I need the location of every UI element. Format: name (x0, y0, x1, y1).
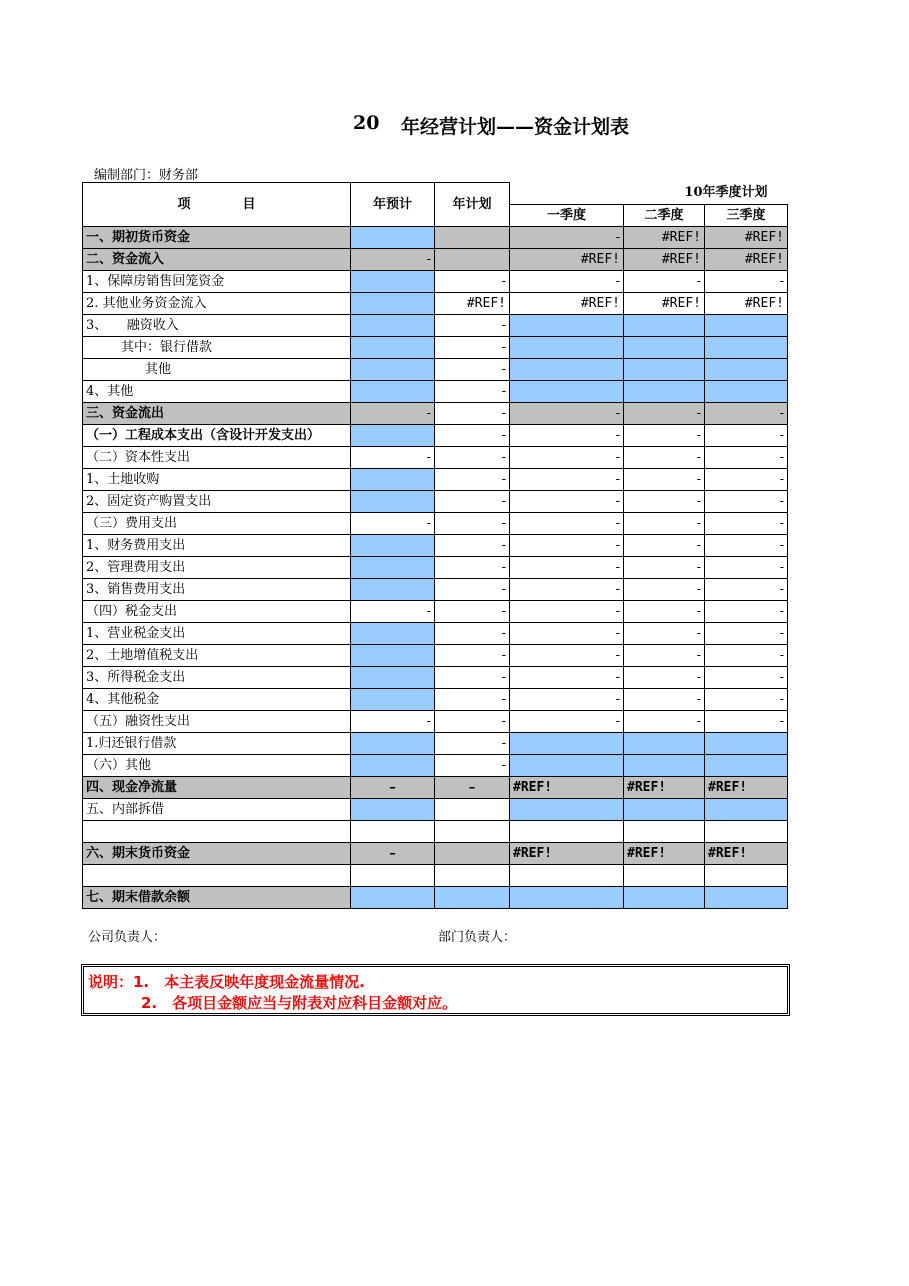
department-signature-label: 部门负责人： (438, 930, 517, 945)
row-cell-c1[interactable] (351, 799, 435, 821)
row-cell-c2[interactable]: - (435, 601, 510, 623)
row-cell-c5[interactable]: #REF! (705, 249, 788, 271)
row-cell-c1[interactable] (351, 755, 435, 777)
row-label: 1、财务费用支出 (83, 535, 351, 557)
row-cell-c3[interactable]: - (510, 579, 624, 601)
row-cell-c1[interactable] (351, 469, 435, 491)
table-row (83, 645, 788, 667)
row-cell-c4[interactable] (624, 865, 705, 887)
row-cell-c3[interactable] (510, 821, 624, 843)
row-cell-c2[interactable]: - (435, 513, 510, 535)
row-cell-c1[interactable] (351, 359, 435, 381)
table-row (83, 623, 788, 645)
department-label: 编制部门：财务部 (94, 168, 199, 183)
row-cell-c3[interactable] (510, 865, 624, 887)
row-cell-c4[interactable]: - (624, 711, 705, 733)
row-cell-c3[interactable]: - (510, 623, 624, 645)
page-title (0, 112, 909, 140)
row-cell-c4[interactable]: - (624, 557, 705, 579)
row-cell-c1[interactable] (351, 689, 435, 711)
row-label: 七、期末借款余额 (83, 887, 351, 909)
row-cell-c4[interactable]: - (624, 645, 705, 667)
row-cell-c3[interactable]: #REF! (510, 843, 624, 865)
row-cell-c3[interactable]: #REF! (510, 777, 624, 799)
table-row (83, 425, 788, 447)
row-cell-c1[interactable] (351, 623, 435, 645)
row-cell-c3[interactable]: - (510, 535, 624, 557)
row-cell-c2[interactable] (435, 799, 510, 821)
row-cell-c1[interactable] (351, 315, 435, 337)
table-row (83, 821, 788, 843)
table-row (83, 887, 788, 909)
row-cell-c1[interactable] (351, 733, 435, 755)
row-label: （二）资本性支出 (83, 447, 351, 469)
title-year: 20 (353, 112, 380, 134)
row-cell-c4[interactable] (624, 359, 705, 381)
table-row (83, 799, 788, 821)
row-cell-c5[interactable] (705, 359, 788, 381)
row-label: 2. 其他业务资金流入 (83, 293, 351, 315)
row-label: （三）费用支出 (83, 513, 351, 535)
row-cell-c3[interactable]: - (510, 403, 624, 425)
row-cell-c1[interactable] (351, 865, 435, 887)
row-cell-c2[interactable]: - (435, 689, 510, 711)
row-cell-c5[interactable]: - (705, 601, 788, 623)
row-cell-c1[interactable] (351, 491, 435, 513)
row-cell-c1[interactable]: - (351, 249, 435, 271)
row-label: 3、所得税金支出 (83, 667, 351, 689)
row-cell-c1[interactable] (351, 381, 435, 403)
row-cell-c5[interactable]: - (705, 557, 788, 579)
row-cell-c4[interactable]: - (624, 513, 705, 535)
row-cell-c2[interactable]: - (435, 667, 510, 689)
row-cell-c2[interactable] (435, 227, 510, 249)
row-cell-c2[interactable]: - (435, 271, 510, 293)
row-cell-c1[interactable] (351, 645, 435, 667)
table-row (83, 447, 788, 469)
header-q2: 二季度 (624, 205, 705, 227)
row-label (83, 865, 351, 887)
row-cell-c3[interactable]: - (510, 425, 624, 447)
row-cell-c3[interactable]: - (510, 469, 624, 491)
row-cell-c4[interactable] (624, 381, 705, 403)
row-cell-c2[interactable]: #REF! (435, 293, 510, 315)
row-cell-c3[interactable]: - (510, 447, 624, 469)
header-quarter-group: 10年季度计划 (510, 183, 788, 205)
table-row (83, 843, 788, 865)
title-main: 年经营计划——资金计划表 (401, 116, 630, 138)
row-cell-c2[interactable] (435, 887, 510, 909)
row-cell-c3[interactable]: - (510, 601, 624, 623)
row-label: 1.归还银行借款 (83, 733, 351, 755)
row-cell-c3[interactable]: - (510, 645, 624, 667)
table-row (83, 865, 788, 887)
row-cell-c4[interactable]: - (624, 689, 705, 711)
table-row (83, 227, 788, 249)
row-cell-c2[interactable]: – (435, 777, 510, 799)
table-row (83, 491, 788, 513)
row-cell-c1[interactable] (351, 821, 435, 843)
row-cell-c2[interactable]: - (435, 623, 510, 645)
row-cell-c1[interactable] (351, 535, 435, 557)
row-cell-c2[interactable] (435, 821, 510, 843)
row-cell-c5[interactable]: #REF! (705, 843, 788, 865)
table-row (83, 315, 788, 337)
row-cell-c1[interactable]: – (351, 777, 435, 799)
cash-plan-table (82, 182, 788, 909)
row-cell-c5[interactable] (705, 733, 788, 755)
row-cell-c5[interactable]: #REF! (705, 227, 788, 249)
row-cell-c3[interactable]: #REF! (510, 249, 624, 271)
row-label: 五、内部拆借 (83, 799, 351, 821)
row-cell-c2[interactable]: - (435, 359, 510, 381)
row-cell-c4[interactable]: - (624, 579, 705, 601)
row-cell-c5[interactable]: - (705, 623, 788, 645)
row-cell-c3[interactable]: - (510, 227, 624, 249)
header-q1: 一季度 (510, 205, 624, 227)
row-cell-c5[interactable]: - (705, 579, 788, 601)
row-cell-c4[interactable] (624, 887, 705, 909)
row-cell-c2[interactable]: - (435, 337, 510, 359)
row-cell-c3[interactable]: - (510, 689, 624, 711)
row-cell-c4[interactable]: #REF! (624, 227, 705, 249)
row-cell-c2[interactable]: - (435, 711, 510, 733)
row-cell-c5[interactable]: - (705, 403, 788, 425)
row-cell-c4[interactable]: #REF! (624, 293, 705, 315)
row-cell-c3[interactable] (510, 733, 624, 755)
row-cell-c1[interactable] (351, 579, 435, 601)
row-cell-c4[interactable]: - (624, 491, 705, 513)
row-cell-c2[interactable]: - (435, 447, 510, 469)
row-cell-c3[interactable]: - (510, 711, 624, 733)
table-row (83, 271, 788, 293)
row-cell-c5[interactable]: - (705, 667, 788, 689)
row-cell-c2[interactable]: - (435, 425, 510, 447)
row-cell-c5[interactable]: - (705, 425, 788, 447)
row-cell-c2[interactable]: - (435, 733, 510, 755)
row-cell-c1[interactable]: - (351, 711, 435, 733)
note-line-2: 2. 各项目金额应当与附表对应科目金额对应。 (141, 994, 458, 1012)
row-cell-c4[interactable]: - (624, 623, 705, 645)
row-cell-c2[interactable]: - (435, 579, 510, 601)
row-label: 1、土地收购 (83, 469, 351, 491)
row-cell-c2[interactable]: - (435, 491, 510, 513)
row-cell-c4[interactable]: #REF! (624, 249, 705, 271)
row-cell-c5[interactable] (705, 799, 788, 821)
row-cell-c3[interactable] (510, 381, 624, 403)
row-label: 1、营业税金支出 (83, 623, 351, 645)
table-row (83, 755, 788, 777)
table-row (83, 359, 788, 381)
row-cell-c3[interactable] (510, 799, 624, 821)
row-cell-c5[interactable]: - (705, 491, 788, 513)
row-label: 2、管理费用支出 (83, 557, 351, 579)
header-year-plan: 年计划 (435, 183, 510, 227)
row-cell-c4[interactable]: - (624, 271, 705, 293)
row-cell-c1[interactable]: – (351, 843, 435, 865)
row-cell-c2[interactable]: - (435, 381, 510, 403)
row-cell-c1[interactable] (351, 271, 435, 293)
row-cell-c5[interactable]: - (705, 535, 788, 557)
row-cell-c2[interactable]: - (435, 557, 510, 579)
row-cell-c4[interactable]: - (624, 469, 705, 491)
row-cell-c5[interactable]: #REF! (705, 777, 788, 799)
table-row (83, 337, 788, 359)
row-cell-c2[interactable]: - (435, 755, 510, 777)
row-label: 其中：银行借款 (83, 337, 351, 359)
row-label: 六、期末货币资金 (83, 843, 351, 865)
row-label: 二、资金流入 (83, 249, 351, 271)
table-row (83, 667, 788, 689)
row-label: （四）税金支出 (83, 601, 351, 623)
row-label: 四、现金净流量 (83, 777, 351, 799)
row-cell-c3[interactable] (510, 755, 624, 777)
table-row (83, 513, 788, 535)
row-cell-c5[interactable]: - (705, 645, 788, 667)
header-year-forecast: 年预计 (351, 183, 435, 227)
row-cell-c2[interactable] (435, 843, 510, 865)
company-signature-label: 公司负责人： (88, 930, 167, 945)
row-cell-c5[interactable] (705, 755, 788, 777)
row-cell-c2[interactable]: - (435, 469, 510, 491)
row-label: 4、其他 (83, 381, 351, 403)
row-label: 2、土地增值税支出 (83, 645, 351, 667)
explanation-note (81, 964, 790, 1016)
table-row (83, 469, 788, 491)
row-cell-c1[interactable] (351, 557, 435, 579)
row-cell-c3[interactable]: - (510, 557, 624, 579)
table-row (83, 403, 788, 425)
row-cell-c1[interactable]: - (351, 513, 435, 535)
row-cell-c4[interactable]: - (624, 667, 705, 689)
note-line-1: 说明：1. 本主表反映年度现金流量情况. (88, 973, 365, 991)
header-item: 项 目 (83, 183, 351, 227)
row-cell-c1[interactable] (351, 425, 435, 447)
row-cell-c3[interactable]: #REF! (510, 293, 624, 315)
row-cell-c4[interactable] (624, 337, 705, 359)
row-cell-c4[interactable] (624, 755, 705, 777)
row-cell-c4[interactable]: - (624, 447, 705, 469)
row-cell-c4[interactable]: #REF! (624, 843, 705, 865)
row-cell-c3[interactable]: - (510, 491, 624, 513)
row-label: 一、期初货币资金 (83, 227, 351, 249)
row-cell-c4[interactable]: - (624, 535, 705, 557)
row-cell-c1[interactable] (351, 337, 435, 359)
row-cell-c3[interactable] (510, 315, 624, 337)
row-cell-c5[interactable] (705, 315, 788, 337)
row-cell-c2[interactable]: - (435, 403, 510, 425)
row-cell-c1[interactable] (351, 667, 435, 689)
row-cell-c4[interactable] (624, 315, 705, 337)
row-label: （一）工程成本支出（含设计开发支出） (83, 425, 351, 447)
row-cell-c1[interactable]: - (351, 601, 435, 623)
table-row (83, 689, 788, 711)
row-cell-c5[interactable]: - (705, 469, 788, 491)
row-cell-c3[interactable]: - (510, 667, 624, 689)
row-cell-c5[interactable]: - (705, 447, 788, 469)
table-row (83, 249, 788, 271)
row-label: 3、 融资收入 (83, 315, 351, 337)
row-cell-c5[interactable] (705, 887, 788, 909)
row-cell-c5[interactable]: - (705, 513, 788, 535)
row-cell-c2[interactable]: - (435, 315, 510, 337)
row-label: （六）其他 (83, 755, 351, 777)
row-label: 3、销售费用支出 (83, 579, 351, 601)
row-cell-c4[interactable] (624, 733, 705, 755)
row-cell-c5[interactable] (705, 865, 788, 887)
row-cell-c2[interactable]: - (435, 645, 510, 667)
row-cell-c2[interactable] (435, 249, 510, 271)
row-label: 4、其他税金 (83, 689, 351, 711)
row-cell-c4[interactable]: #REF! (624, 777, 705, 799)
table-row (83, 777, 788, 799)
row-cell-c5[interactable]: #REF! (705, 293, 788, 315)
row-cell-c3[interactable] (510, 887, 624, 909)
table-row (83, 733, 788, 755)
table-row (83, 293, 788, 315)
row-cell-c3[interactable] (510, 337, 624, 359)
row-cell-c1[interactable] (351, 293, 435, 315)
row-cell-c4[interactable]: - (624, 601, 705, 623)
row-cell-c5[interactable] (705, 381, 788, 403)
row-cell-c4[interactable] (624, 821, 705, 843)
table-row (83, 711, 788, 733)
row-cell-c1[interactable] (351, 227, 435, 249)
row-cell-c5[interactable]: - (705, 689, 788, 711)
row-cell-c2[interactable] (435, 865, 510, 887)
table-row (83, 535, 788, 557)
header-q3: 三季度 (705, 205, 788, 227)
row-cell-c3[interactable]: - (510, 513, 624, 535)
row-label: 1、保障房销售回笼资金 (83, 271, 351, 293)
row-cell-c3[interactable] (510, 359, 624, 381)
row-cell-c1[interactable] (351, 887, 435, 909)
row-label: 其他 (83, 359, 351, 381)
row-label (83, 821, 351, 843)
row-cell-c2[interactable]: - (435, 535, 510, 557)
row-cell-c4[interactable]: - (624, 403, 705, 425)
row-cell-c1[interactable]: - (351, 403, 435, 425)
row-label: 2、固定资产购置支出 (83, 491, 351, 513)
row-cell-c5[interactable] (705, 821, 788, 843)
row-cell-c1[interactable]: - (351, 447, 435, 469)
row-cell-c4[interactable] (624, 799, 705, 821)
row-cell-c5[interactable]: - (705, 271, 788, 293)
row-cell-c5[interactable]: - (705, 711, 788, 733)
row-cell-c4[interactable]: - (624, 425, 705, 447)
row-label: （五）融资性支出 (83, 711, 351, 733)
row-label: 三、资金流出 (83, 403, 351, 425)
row-cell-c3[interactable]: - (510, 271, 624, 293)
table-row (83, 557, 788, 579)
table-row (83, 601, 788, 623)
table-row (83, 579, 788, 601)
table-row (83, 381, 788, 403)
row-cell-c5[interactable] (705, 337, 788, 359)
